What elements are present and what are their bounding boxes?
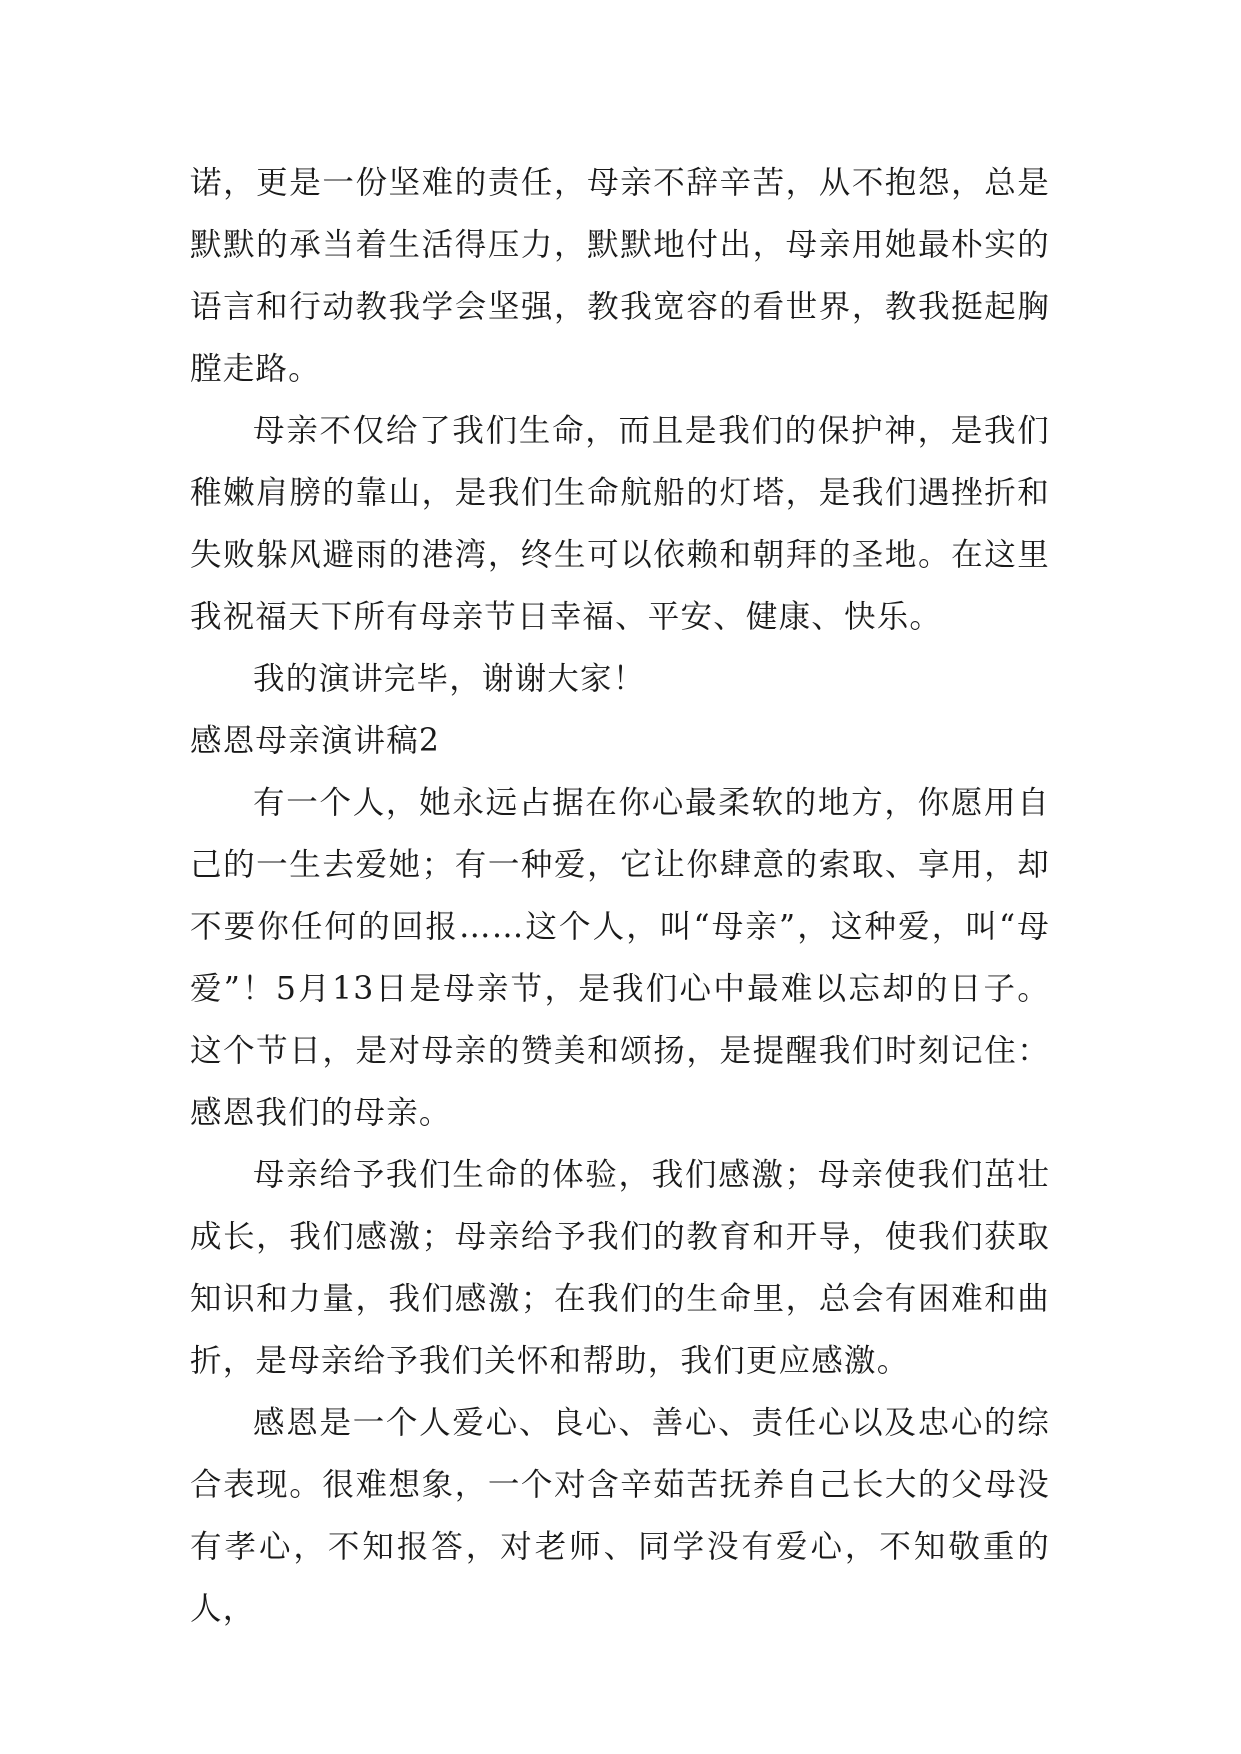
paragraph-continuation: 诺，更是一份坚难的责任，母亲不辞辛苦，从不抱怨，总是默默的承当着生活得压力，默默地付出，母亲用她最朴实的语言和行动教我学会坚强，教我宽容的看世界，教我挺起胸膛走路。: [190, 165, 1050, 387]
paragraph-gratitude: 母亲给予我们生命的体验，我们感激；母亲使我们茁壮成长，我们感激；母亲给予我们的教育和开导，使我们获取知识和力量，我们感激；在我们的生命里，总会有困难和曲折，是母亲给予我们关怀和帮助，我们更应感激。: [190, 1157, 1050, 1379]
paragraph-mothers-love: 有一个人，她永远占据在你心最柔软的地方，你愿用自己的一生去爱她；有一种爱，它让你肆意的索取、享用，却不要你任何的回报……这个人，叫“母亲”，这种爱，叫“母爱”！5月13日是母亲节，是我们心中最难以忘却的日子。这个节日，是对母亲的赞美和颂扬，是提醒我们时刻记住：感恩我们的母亲。: [190, 785, 1050, 1131]
section-title: 感恩母亲演讲稿2: [190, 723, 441, 759]
paragraph-closing: 我的演讲完毕，谢谢大家！: [253, 661, 646, 697]
paragraph-mother-protector: 母亲不仅给了我们生命，而且是我们的保护神，是我们稚嫩肩膀的靠山，是我们生命航船的灯塔，是我们遇挫折和失败躲风避雨的港湾，终生可以依赖和朝拜的圣地。在这里我祝福天下所有母亲节日幸福、平安、健康、快乐。: [190, 413, 1050, 635]
document-body: [190, 152, 1050, 1640]
paragraph-thankfulness: 感恩是一个人爱心、良心、善心、责任心以及忠心的综合表现。很难想象，一个对含辛茹苦抚养自己长大的父母没有孝心，不知报答，对老师、同学没有爱心，不知敬重的人，: [190, 1405, 1050, 1627]
